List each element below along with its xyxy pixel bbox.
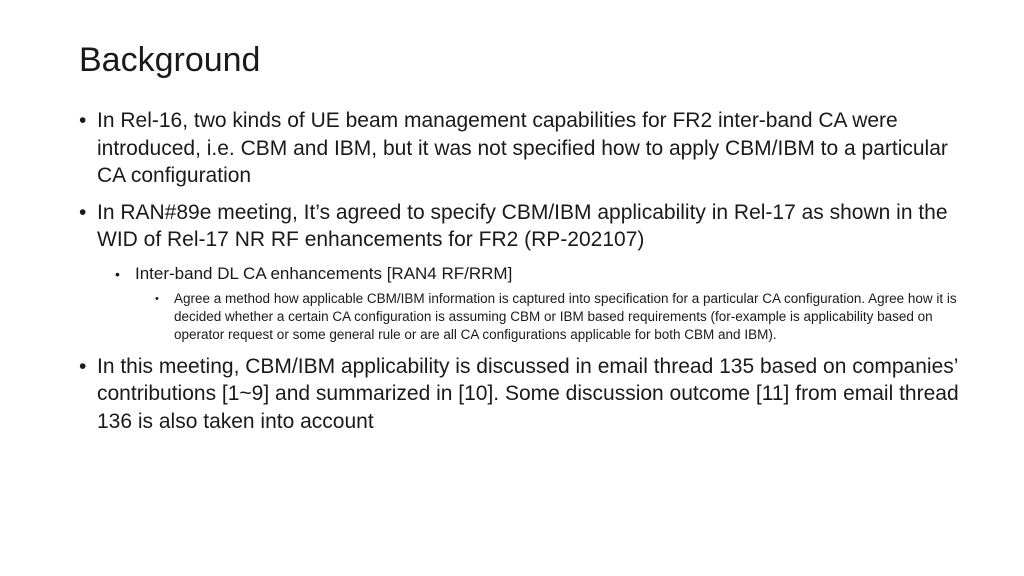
bullet-dot: • bbox=[79, 200, 87, 224]
bullet-item-1 bbox=[79, 107, 959, 190]
bullet-text: In RAN#89e meeting, It’s agreed to specify CBM/IBM applicability in Rel-17 as shown in the WID of Rel-17 NR RF enhancements for FR2 (RP-202107) bbox=[97, 200, 948, 251]
bullet-item-3 bbox=[79, 353, 959, 436]
sub-bullet-text: Inter-band DL CA enhancements [RAN4 RF/RRM] bbox=[135, 263, 513, 283]
bullet-text: In this meeting, CBM/IBM applicability is discussed in email thread 135 based on companies’ contributions [1~9] and summarized in [10]. Some discussion outcome [11] from email thread 136 is also taken into account bbox=[97, 354, 959, 433]
bullet-dot: • bbox=[115, 265, 120, 282]
bullet-item-2 bbox=[79, 199, 959, 254]
slide-title: Background bbox=[79, 41, 261, 79]
slide-content bbox=[79, 107, 959, 444]
bullet-dot: • bbox=[155, 292, 159, 305]
sub-sub-bullet-item bbox=[155, 290, 959, 344]
bullet-dot: • bbox=[79, 354, 87, 378]
bullet-text: In Rel-16, two kinds of UE beam management capabilities for FR2 inter-band CA were introduced, i.e. CBM and IBM, but it was not specified how to apply CBM/IBM to a particular CA configuration bbox=[97, 109, 948, 187]
sub-sub-bullet-text: Agree a method how applicable CBM/IBM information is captured into specification for a particular CA configuration. Agree how it is decided whether a certain CA configuration is assuming CBM or IBM based requirements (for-example is applicability based on operator request or some general rule or are all CA configurations applicable for both CBM and IBM). bbox=[174, 290, 957, 342]
bullet-dot: • bbox=[79, 109, 87, 132]
sub-bullet-item bbox=[115, 263, 959, 285]
